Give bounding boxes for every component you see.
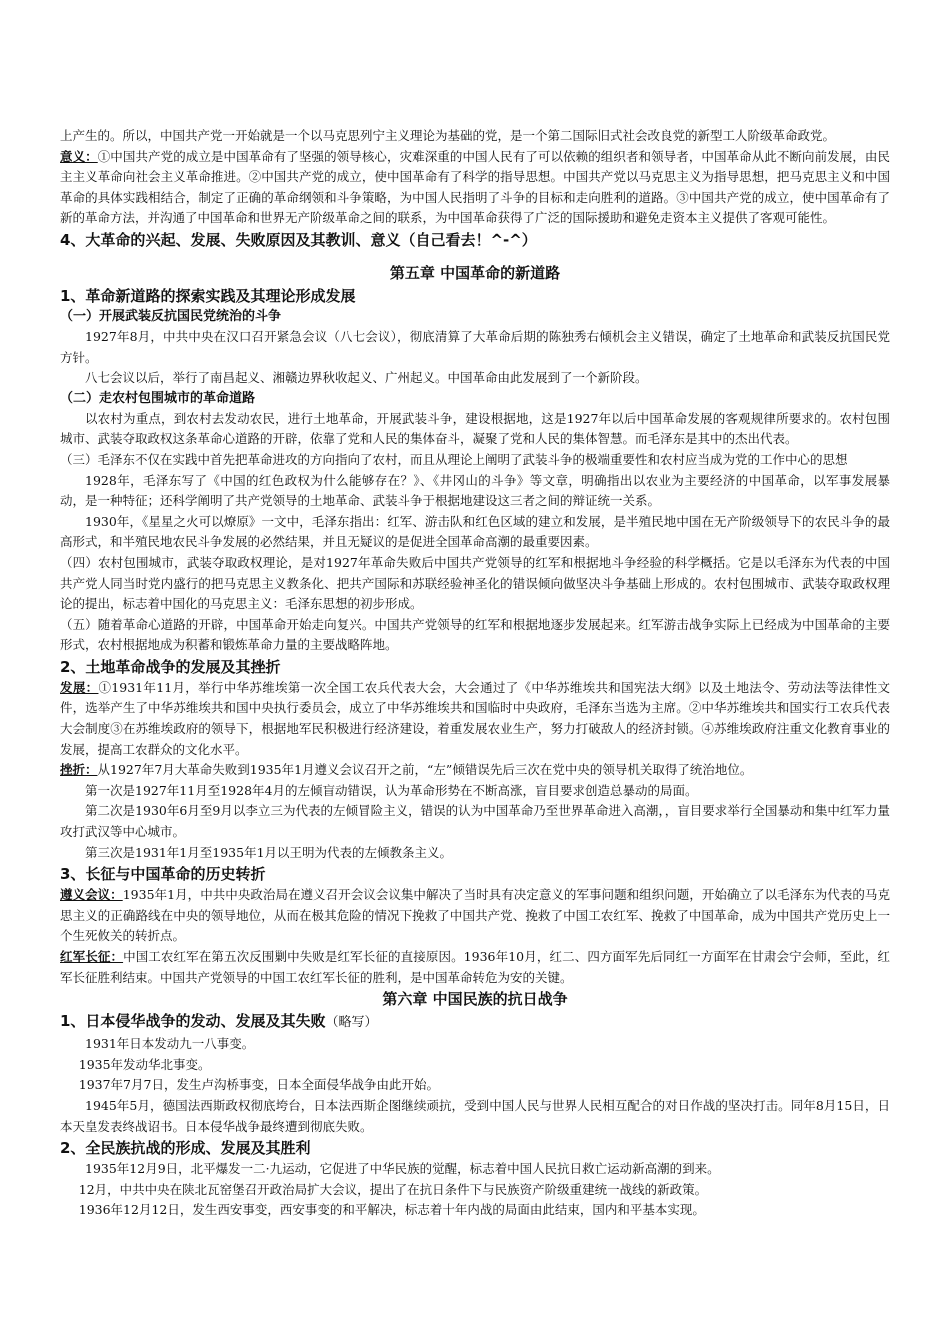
long-march-text: 中国工农红军在第五次反围剿中失败是红军长征的直接原因。1936年10月，红二、四方面军先后同红一方面军在甘肃会宁会师，至此，红军长征胜利结束。中国共产党领导的中国工农红军长征的胜利，是中国革命转危为安的关键。 — [60, 949, 890, 985]
setback-paragraph — [60, 760, 890, 781]
section-heading: 1、革命新道路的探索实践及其理论形成发展 — [60, 286, 356, 305]
zunyi-text: 1935年1月，中共中央政治局在遵义召开会议会议集中解决了当时具有决定意义的军事问题和组织问题，开始确立了以毛泽东为代表的马克思主义的正确路线在中央的领导地位，从而在极其危险的情况下挽救了中国共产党、挽救了中国工农红军、挽救了中国革命，成为中国共产党历史上一个生死攸关的转折点。 — [60, 887, 890, 944]
paragraph: 12月，中共中央在陕北瓦窑堡召开政治局扩大会议，提出了在抗日条件下与民族资产阶级重建统一战线的新政策。 — [78, 1181, 708, 1197]
chapter-5-title: 第五章 中国革命的新道路 — [389, 263, 561, 282]
paragraph: （五）随着革命心道路的开辟，中国革命开始走向复兴。中国共产党领导的红军和根据地逐步发展起来。红军游击战争实际上已经成为中国革命的主要形式，农村根据地成为积蓄和锻炼革命力量的主要战略阵地。 — [60, 616, 890, 653]
heading-4: 4、大革命的兴起、发展、失败原因及其教训、意义（自己看去！^-^） — [60, 230, 537, 249]
paragraph: 上产生的。所以，中国共产党一开始就是一个以马克思列宁主义理论为基础的党，是一个第二国际旧式社会改良党的新型工人阶级革命政党。 — [60, 128, 836, 143]
section-heading: 3、长征与中国革命的历史转折 — [60, 865, 266, 884]
paragraph: 1930年，《星星之火可以燎原》一文中，毛泽东指出：红军、游击队和红色区域的建立和发展，是半殖民地中国在无产阶级领导下的农民斗争的最高形式，和半殖民地农民斗争发展的必然结果，并且无疑议的是促进全国革命高潮的最重要因素。 — [60, 513, 890, 550]
paragraph: 1928年，毛泽东写了《中国的红色政权为什么能够存在？》、《井冈山的斗争》等文章，明确指出以农业为主要经济的中国革命，以军事发展暴动，是一种特征；还科学阐明了共产党领导的土地革命、武装斗争于根据地建设这三者之间的辩证统一关系。 — [60, 472, 890, 509]
paragraph: 1937年7月7日，发生卢沟桥事变，日本全面侵华战争由此开始。 — [78, 1077, 439, 1093]
section-heading: 2、全民族抗战的形成、发展及其胜利 — [60, 1139, 311, 1158]
zunyi-label: 遵义会议： — [60, 887, 123, 903]
paragraph: 1945年5月，德国法西斯政权彻底垮台，日本法西斯企图继续顽抗，受到中国人民与世界人民相互配合的对日作战的坚决打击。同年8月15日，日本天皇发表终战诏书。日本侵华战争最终遭到彻底失败。 — [60, 1097, 890, 1134]
section-note: （略写） — [325, 1015, 378, 1031]
section-heading — [60, 1010, 890, 1034]
meaning-label: 意义： — [60, 148, 98, 164]
paragraph: （四）农村包围城市，武装夺取政权理论，是对1927年革命失败后中国共产党领导的红军和根据地斗争经验的科学概括。它是以毛泽东为代表的中国共产党人同当时党内盛行的把马克思主义教条化、把共产国际和苏联经验神圣化的错误倾向做坚决斗争基础上形成的。农村包围城市、武装夺取政权理论的提出，标志着中国化的马克思主义：毛泽东思想的初步形成。 — [60, 554, 890, 612]
setback-text: 从1927年7月大革命失败到1935年1月遵义会议召开之前，“左”倾错误先后三次在党中央的领导机关取得了统治地位。 — [97, 762, 753, 778]
section-heading-text: 1、日本侵华战争的发动、发展及其失败 — [60, 1012, 326, 1031]
long-march-paragraph — [60, 947, 890, 988]
zunyi-paragraph — [60, 885, 890, 947]
paragraph: 1931年日本发动九一八事变。 — [85, 1036, 255, 1052]
setback-label: 挫折： — [60, 762, 98, 778]
paragraph: 以农村为重点，到农村去发动农民，进行土地革命，开展武装斗争，建设根据地，这是1927年以后中国革命发展的客观规律所要求的。农村包围城市、武装夺取政权这条革命心道路的开辟，依靠了党和人民的集体奋斗，凝聚了党和人民的集体智慧。而毛泽东是其中的杰出代表。 — [60, 410, 890, 447]
paragraph: 1927年8月，中共中央在汉口召开紧急会议（八七会议），彻底清算了大革命后期的陈独秀右倾机会主义错误，确定了土地革命和武装反抗国民党方针。 — [60, 328, 890, 365]
chapter-6-title: 第六章 中国民族的抗日战争 — [382, 990, 568, 1009]
development-label: 发展： — [60, 679, 99, 695]
subsection-heading: （二）走农村包围城市的革命道路 — [60, 390, 256, 406]
section-heading: 2、土地革命战争的发展及其挫折 — [60, 657, 281, 676]
paragraph: 1936年12月12日，发生西安事变，西安事变的和平解决，标志着十年内战的局面由此结束，国内和平基本实现。 — [78, 1202, 705, 1218]
paragraph: 1935年发动华北事变。 — [78, 1056, 211, 1072]
long-march-label: 红军长征： — [60, 949, 124, 964]
meaning-paragraph — [60, 147, 890, 229]
paragraph: 第一次是1927年11月至1928年4月的左倾盲动错误，认为革命形势在不断高涨，盲目要求创造总暴动的局面。 — [85, 782, 698, 798]
document-page — [60, 126, 890, 1221]
paragraph: 八七会议以后，举行了南昌起义、湘赣边界秋收起义、广州起义。中国革命由此发展到了一个新阶段。 — [85, 370, 648, 386]
paragraph: （三）毛泽东不仅在实践中首先把革命进攻的方向指向了农村，而且从理论上阐明了武装斗争的极端重要性和农村应当成为党的工作中心的思想 — [60, 451, 848, 467]
paragraph: 第二次是1930年6月至9月以李立三为代表的左倾冒险主义，错误的认为中国革命乃至世界革命进入高潮，，盲目要求举行全国暴动和集中红军力量攻打武汉等中心城市。 — [60, 803, 890, 840]
meaning-text: ①中国共产党的成立是中国革命有了坚强的领导核心，灾难深重的中国人民有了可以依赖的组织者和领导者，中国革命从此不断向前发展，由民主主义革命向社会主义革命推进。②中国共产党的成立，使中国革命有了科学的指导思想。中国共产党以马克思主义为指导思想，把马克思主义和中国革命的具体实践相结合，制定了正确的革命纲领和斗争策略，为中国人民指明了斗争的目标和走向胜利的道路。③中国共产党的成立，使中国革命有了新的革命方法，并沟通了中国革命和世界无产阶级革命之间的联系，为中国革命获得了广泛的国际援助和避免走资本主义提供了客观可能性。 — [60, 148, 890, 226]
paragraph: 1935年12月9日，北平爆发一二·九运动，它促进了中华民族的觉醒，标志着中国人民抗日救亡运动新高潮的到来。 — [85, 1161, 720, 1177]
development-paragraph — [60, 678, 890, 760]
subsection-heading: （一）开展武装反抗国民党统治的斗争 — [60, 308, 282, 324]
paragraph: 第三次是1931年1月至1935年1月以王明为代表的左倾教条主义。 — [85, 844, 453, 860]
development-text: ①1931年11月，举行中华苏维埃第一次全国工农兵代表大会，大会通过了《中华苏维埃共和国宪法大纲》以及土地法令、劳动法等法律性文件，选举产生了中华苏维埃共和国中央执行委员会，成立了中华苏维埃共和国临时中央政府，毛泽东当选为主席。②中华苏维埃共和国实行工农兵代表大会制度③在苏维埃政府的领导下，根据地军民积极进行经济建设，着重发展农业生产，努力打破敌人的经济封锁。④苏维埃政府注重文化教育事业的发展，提高工农群众的文化水平。 — [60, 679, 890, 757]
